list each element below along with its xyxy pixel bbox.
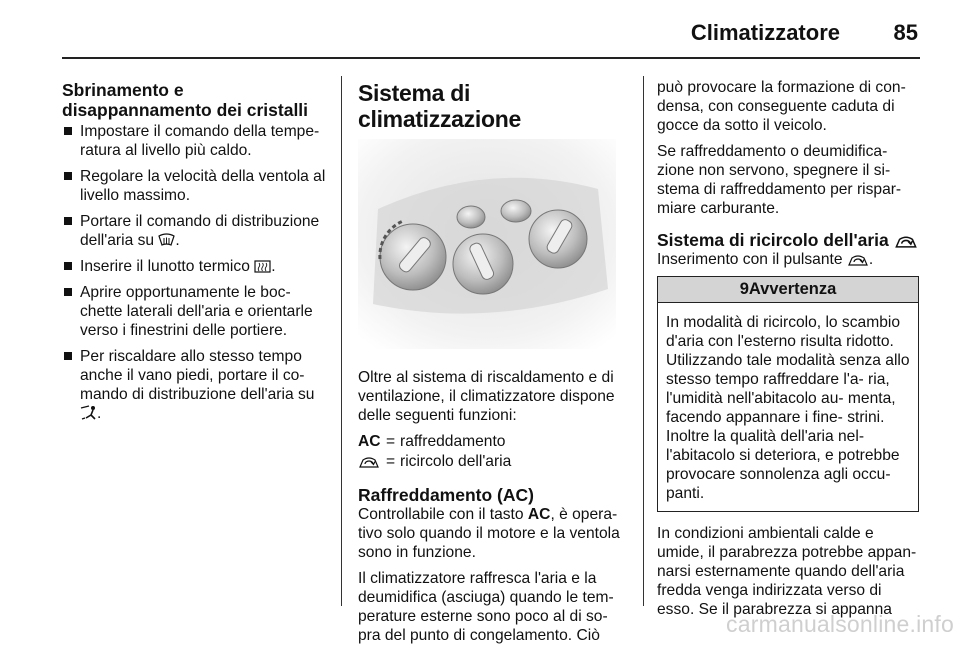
windscreen-defrost-icon xyxy=(158,233,175,248)
defrost-heading: Sbrinamento e disappannamento dei cristalli xyxy=(62,80,309,120)
cooling-text: Controllabile con il tasto xyxy=(358,506,524,523)
ac-description: raffreddamento xyxy=(400,433,506,450)
save-fuel-paragraph: Se raffreddamento o deumidifica- zione non servono, spegnere il si- stema di raffreddamento per rispar- miare carburante. xyxy=(657,143,902,217)
list-item xyxy=(62,212,330,250)
dot: . xyxy=(175,232,180,249)
condensation-paragraph: può provocare la formazione di con- densa, con conseguente caduta di gocce da sotto il veicolo. xyxy=(657,79,906,134)
cooling-heading: Raffreddamento (AC) xyxy=(358,485,534,505)
column-recirculation xyxy=(657,78,919,626)
column-divider-1 xyxy=(341,76,342,606)
activation-text: Inserimento con il pulsante xyxy=(657,251,843,268)
recirculation-description: ricircolo dell'aria xyxy=(400,453,512,470)
warning-box xyxy=(657,276,919,512)
column-divider-2 xyxy=(643,76,644,606)
chapter-title: Climatizzatore xyxy=(690,20,840,45)
page-number: 85 xyxy=(893,20,918,45)
rear-window-heater-icon xyxy=(254,260,271,274)
cooling-paragraph-2: Il climatizzatore raffresca l'aria e la deumidifica (asciuga) quando le tem- perature esterne sono poco al di so- pra del punto di congelamento. Ciò xyxy=(358,570,614,644)
intro-paragraph: Oltre al sistema di riscaldamento e di ventilazione, il climatizzatore dispone delle seguenti funzioni: xyxy=(358,369,615,424)
recirculation-icon xyxy=(358,455,380,469)
recirculation-heading: Sistema di ricircolo dell'aria xyxy=(657,230,889,250)
windscreen-paragraph: In condizioni ambientali calde e umide, il parabrezza potrebbe appan- narsi esternamente quando dell'aria fredda venga indirizzata verso di esso. Se il parabrezza si appanna xyxy=(657,525,917,618)
step-text: Portare il comando di distribuzione dell'aria su xyxy=(80,213,320,249)
list-item: Regolare la velocità della ventola al livello massimo. xyxy=(62,167,330,205)
watermark: carmanualsonline.info xyxy=(726,611,954,637)
step-text: Per riscaldare allo stesso tempo anche il vano piedi, portare il co- mando di distribuzione dell'aria su xyxy=(80,348,315,403)
list-item: Impostare il comando della tempe- ratura al livello più caldo. xyxy=(62,122,330,160)
equals: = xyxy=(386,453,396,470)
list-item xyxy=(62,257,330,276)
climate-heading: Sistema di climatizzazione xyxy=(358,80,521,132)
dot: . xyxy=(271,258,276,275)
warning-body: In modalità di ricircolo, lo scambio d'aria con l'esterno risulta ridotto. Utilizzando tale modalità senza allo stesso tempo raffreddare l'a- ria, l'umidità nell'abitacolo au- menta, facendo appannare i fine- strini. Inoltre la qualità dell'aria nel- l'abitacolo si deteriora, e potrebbe provocare sonnolenza agli occu- panti. xyxy=(666,314,910,502)
warning-header xyxy=(658,277,918,303)
ac-term: AC xyxy=(358,433,381,450)
feet-windscreen-distribution-icon xyxy=(80,405,97,421)
cooling-paragraph xyxy=(358,505,623,562)
step-text: Inserire il lunotto termico xyxy=(80,258,250,275)
list-item xyxy=(62,347,330,423)
recirculation-activation xyxy=(657,250,919,269)
equals: = xyxy=(386,433,396,450)
dot: . xyxy=(97,405,102,422)
recirculation-icon xyxy=(894,234,918,249)
page-header xyxy=(0,0,960,60)
climate-control-panel-illustration xyxy=(358,139,616,349)
dot: . xyxy=(868,251,874,268)
list-item: Aprire opportunamente le boc- chette laterali dell'aria e orientarle verso i finestrini delle portiere. xyxy=(62,283,330,340)
recirculation-heading-line xyxy=(657,230,919,250)
warning-triangle-icon: 9 xyxy=(739,280,749,298)
header-rule xyxy=(62,57,920,59)
cooling-text-post: , è opera- tivo solo quando il motore e la ventola sono in funzione. xyxy=(358,506,620,561)
defrost-steps xyxy=(62,122,330,423)
column-defrost xyxy=(62,80,330,430)
column-climate-system xyxy=(358,80,623,652)
recirculation-icon xyxy=(847,253,869,267)
function-list xyxy=(358,432,623,471)
ac-key: AC xyxy=(527,506,551,523)
warning-title: Avvertenza xyxy=(748,280,837,298)
